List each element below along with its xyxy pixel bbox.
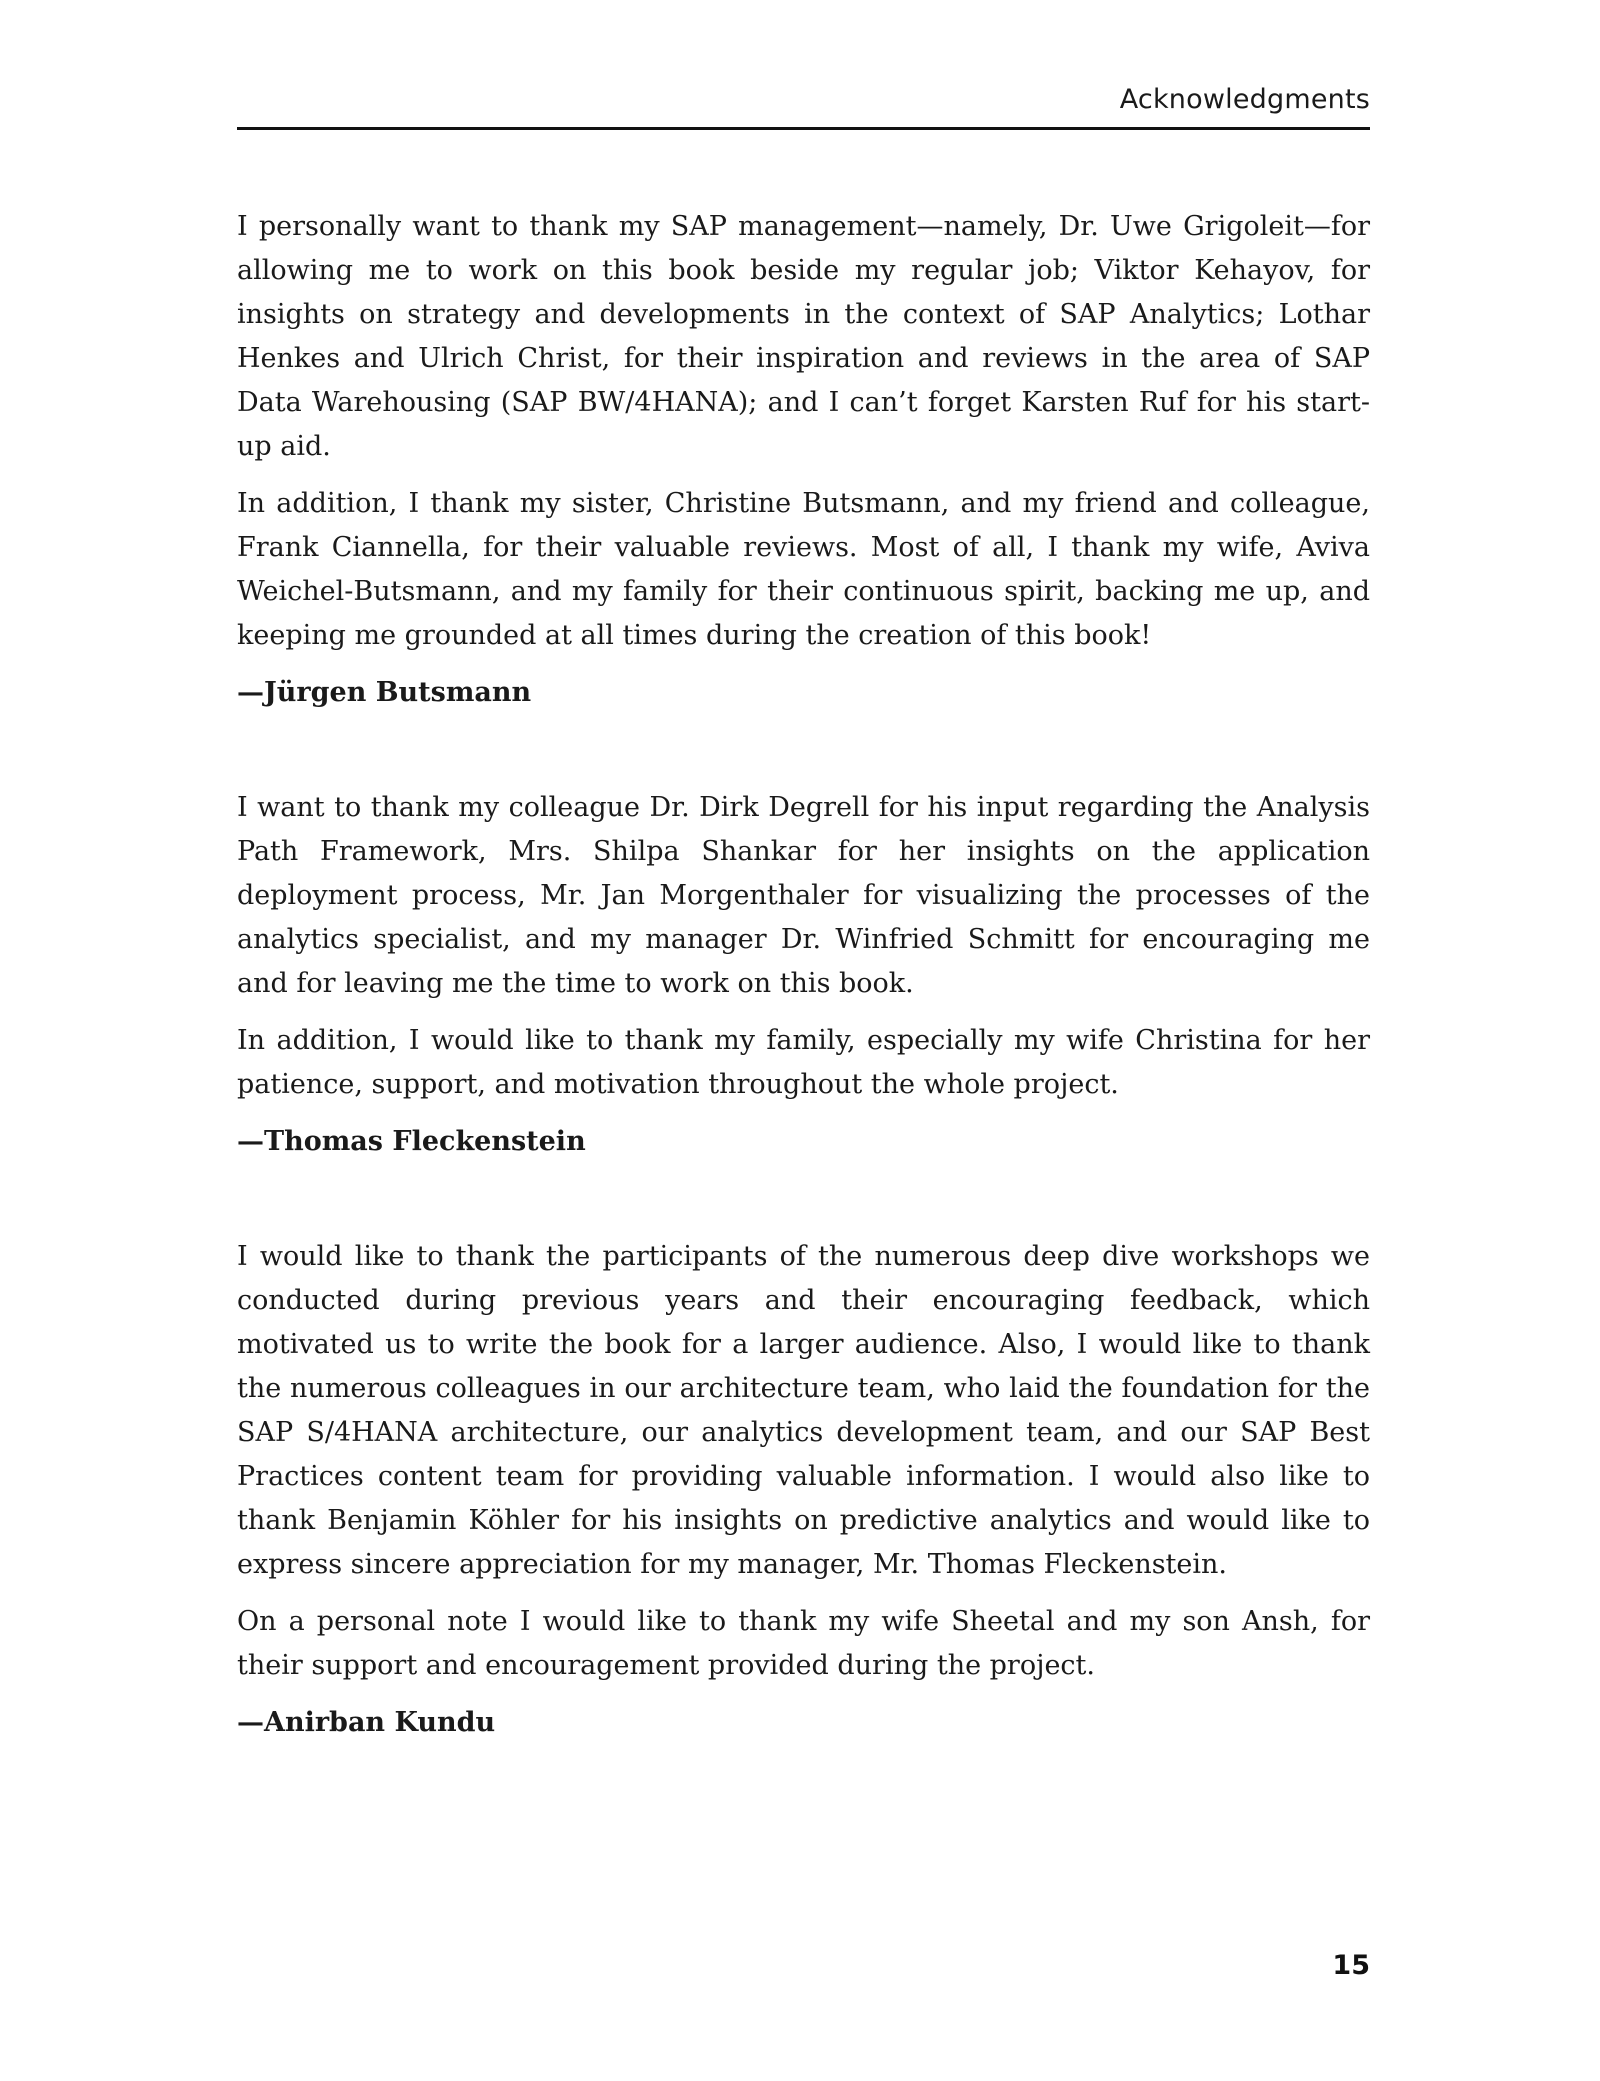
acknowledgment-section-fleckenstein bbox=[237, 786, 1370, 1164]
acknowledgments-body bbox=[237, 205, 1370, 1745]
paragraph: I want to thank my colleague Dr. Dirk Degrell for his input regarding the Analysis Path Framework, Mrs. Shilpa Shankar for her insights on the application deployment process, Mr. Jan Morgenthaler for visualizing the processes of the analytics specialist, and my manager Dr. Winfried Schmitt for encouraging me and for leaving me the time to work on this book. bbox=[237, 792, 1370, 999]
paragraph: In addition, I thank my sister, Christine Butsmann, and my friend and colleague, Frank Ciannella, for their valuable reviews. Most of all, I thank my wife, Aviva Weichel-Butsmann, and my family for their continuous spirit, backing me up, and keeping me grounded at all times during the creation of this book! bbox=[237, 488, 1370, 651]
paragraph: On a personal note I would like to thank my wife Sheetal and my son Ansh, for their support and encouragement provided during the project. bbox=[237, 1606, 1370, 1681]
signature: —Thomas Fleckenstein bbox=[237, 1126, 586, 1157]
signature: —Anirban Kundu bbox=[237, 1707, 496, 1738]
paragraph: I personally want to thank my SAP management—namely, Dr. Uwe Grigoleit—for allowing me to work on this book beside my regular job; Viktor Kehayov, for insights on strategy and developments in the context of SAP Analytics; Lothar Henkes and Ulrich Christ, for their inspiration and reviews in the area of SAP Data Warehousing (SAP BW/4HANA); and I can’t forget Karsten Ruf for his start-up aid. bbox=[237, 211, 1370, 462]
header-rule bbox=[237, 127, 1370, 130]
paragraph: In addition, I would like to thank my family, especially my wife Christina for her patience, support, and motivation throughout the whole project. bbox=[237, 1025, 1370, 1100]
paragraph: I would like to thank the participants of the numerous deep dive workshops we conducted during previous years and their encouraging feedback, which motivated us to write the book for a larger audience. Also, I would like to thank the numerous colleagues in our architecture team, who laid the foundation for the SAP S/4HANA architecture, our analytics development team, and our SAP Best Practices content team for providing valuable information. I would also like to thank Benjamin Köhler for his insights on predictive analytics and would like to express sincere appreciation for my manager, Mr. Thomas Fleckenstein. bbox=[237, 1241, 1370, 1580]
signature: —Jürgen Butsmann bbox=[237, 677, 532, 708]
acknowledgment-section-butsmann bbox=[237, 205, 1370, 715]
acknowledgment-section-kundu bbox=[237, 1235, 1370, 1745]
running-head-title: Acknowledgments bbox=[1119, 84, 1370, 115]
page-number: 15 bbox=[1332, 1950, 1370, 1981]
